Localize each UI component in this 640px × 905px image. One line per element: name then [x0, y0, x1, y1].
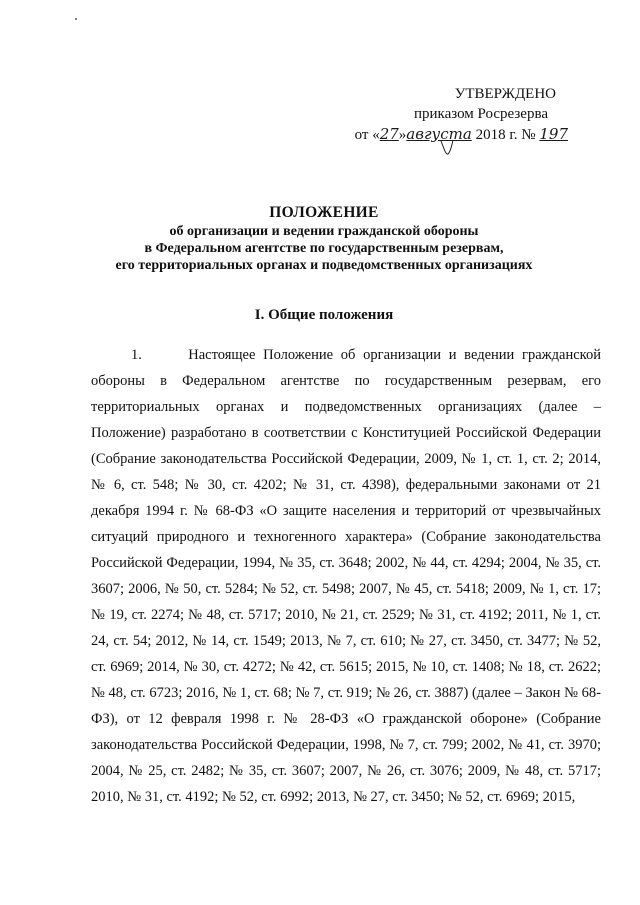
approved-label: УТВЕРЖДЕНО: [454, 86, 556, 102]
title-main: ПОЛОЖЕНИЕ: [269, 204, 379, 221]
paragraph-1: 1. Настоящее Положение об организации и ведении гражданской обороны в Федеральном агентстве по государственным резервам, его территориальных органах и подведомственных организациях (далее – Положение) разработано в соответствии с Конституцией Российской Федерации (Собрание законодательства Российской Федерации, 2009, № 1, ст. 1, ст. 2; 2014, № 6, ст. 548; № 30, ст. 4202; № 31, ст. 4398), федеральными законами от 21 декабря 1994 г. № 68-ФЗ «О защите населения и территорий от чрезвычайных ситуаций природного и техногенного характера» (Собрание законодательства Российской Федерации, 1994, № 35, ст. 3648; 2002, № 44, ст. 4294; 2004, № 35, ст. 3607; 2006, № 50, ст. 5284; № 52, ст. 5498; 2007, № 45, ст. 5418; 2009, № 1, ст. 17; № 19, ст. 2274; № 48, ст. 5717; 2010, № 21, ст. 2529; № 31, ст. 4192; 2011, № 1, ст. 24, ст. 54; 2012, № 14, ст. 1549; 2013, № 7, ст. 610; № 27, ст. 3450, ст. 3477; № 52, ст. 6969; 2014, № 30, ст. 4272; № 42, ст. 5615; 2015, № 10, ст. 1408; № 18, ст. 2622; № 48, ст. 6723; 2016, № 1, ст. 68; № 7, ст. 919; № 26, ст. 3887) (далее – Закон № 68-ФЗ), от 12 февраля 1998 г. № 28-ФЗ «О гражданской обороне» (Собрание законодательства Российской Федерации, 1998, № 7, ст. 799; 2002, № 41, ст. 3970; 2004, № 25, ст. 2482; № 35, ст. 3607; 2007, № 26, ст. 3076; 2009, № 48, ст. 5717; 2010, № 31, ст. 4192; № 52, ст. 6992; 2013, № 27, ст. 3450; № 52, ст. 6969; 2015,: [91, 347, 601, 805]
handwritten-day: 27: [379, 125, 399, 143]
date-quote-close: »: [398, 127, 407, 143]
handwritten-number: 197: [539, 125, 568, 143]
date-suffix: 2018 г. №: [471, 127, 540, 143]
title-line-2: в Федеральном агентстве по государственным резервам,: [144, 241, 504, 256]
scan-speck: [75, 18, 77, 20]
section-heading: I. Общие положения: [254, 307, 394, 323]
approval-stamp: [308, 84, 568, 145]
pen-stroke-icon: [440, 139, 454, 157]
title-line-1: об организации и ведении гражданской обороны: [169, 224, 479, 239]
title-line-3: его территориальных органах и подведомственных организациях: [115, 258, 533, 273]
date-prefix: от «: [354, 127, 380, 143]
order-date-line: [308, 124, 568, 145]
order-line: приказом Росрезерва: [413, 106, 548, 122]
document-title: [60, 203, 588, 274]
handwritten-month: августа: [406, 125, 472, 143]
